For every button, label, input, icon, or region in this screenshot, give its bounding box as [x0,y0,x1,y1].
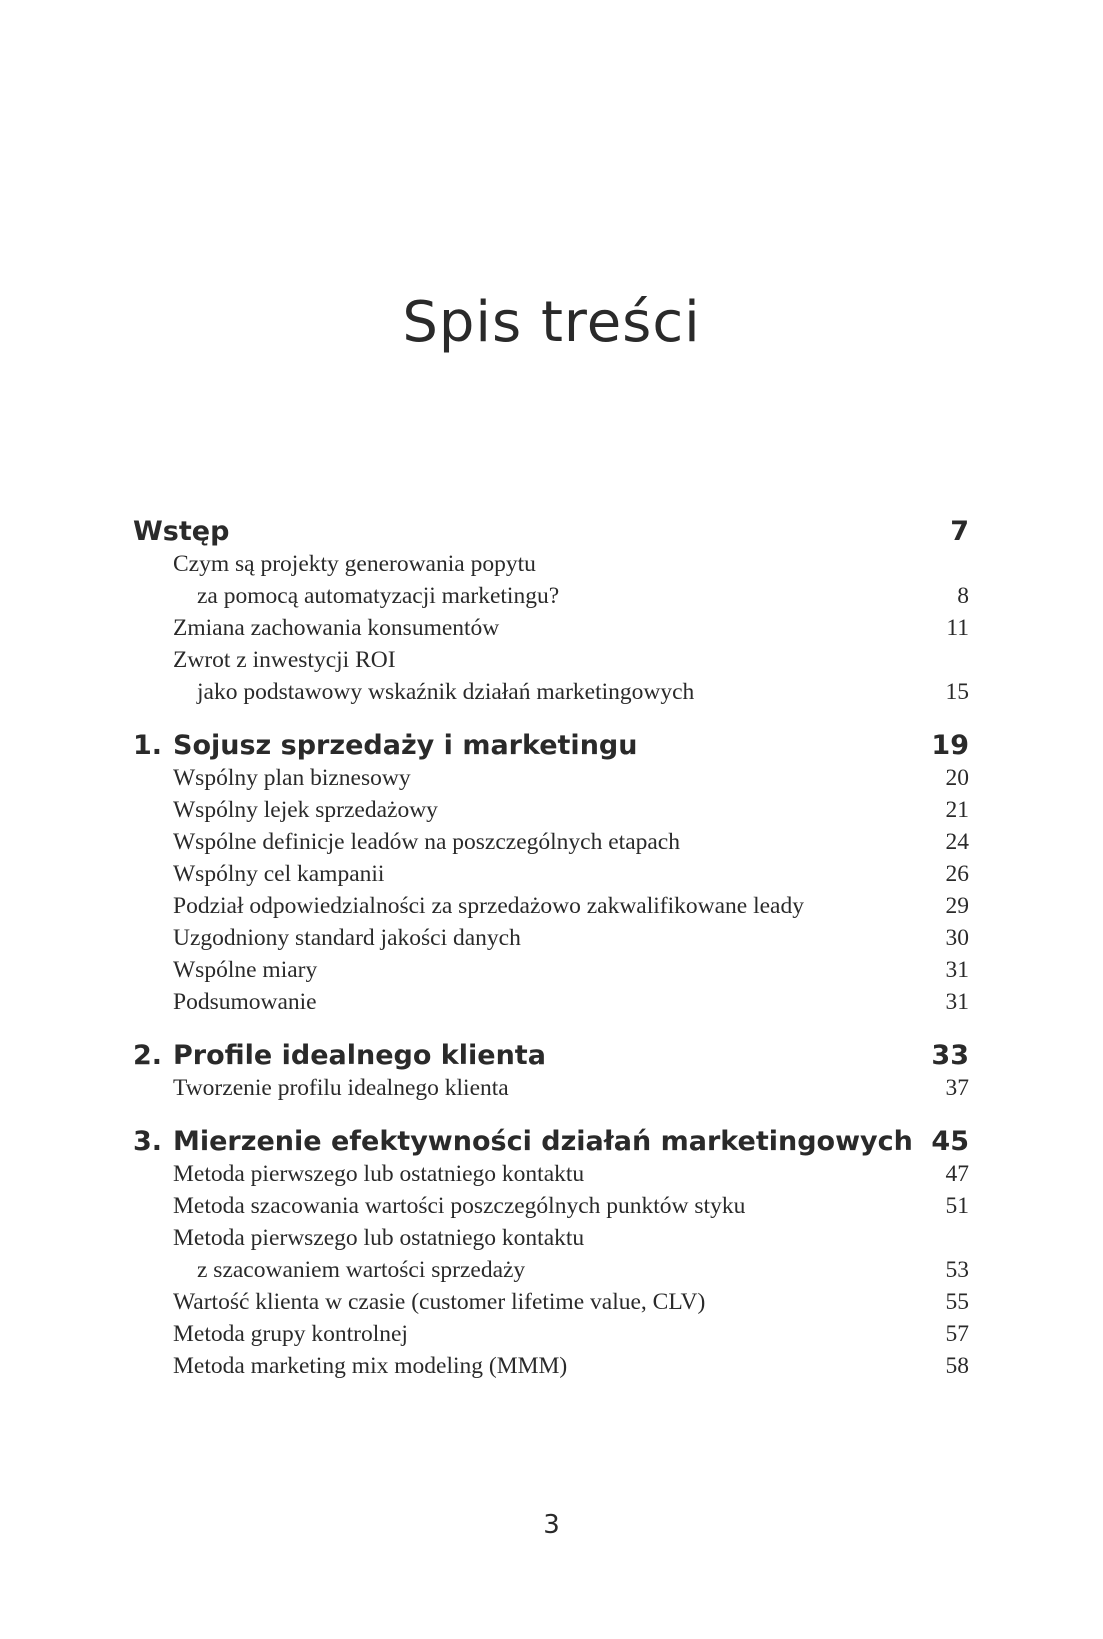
section-page-number: 19 [931,730,969,761]
toc-entry-page-number: 51 [945,1193,969,1219]
toc-entry-line [133,858,969,890]
section-title: Sojusz sprzedaży i marketingu [173,730,638,761]
toc-entry-page-number: 15 [945,679,969,705]
toc-entry-page-number: 53 [945,1257,969,1283]
toc-entry-text: Wartość klienta w czasie (customer lifetime value, CLV) [173,1289,706,1315]
section-title: Mierzenie efektywności działań marketingowych [173,1126,913,1157]
toc-entry-text: Podział odpowiedzialności za sprzedażowo zakwalifikowane leady [173,893,804,919]
section-page-number: 33 [931,1040,969,1071]
toc-entry-text: Metoda grupy kontrolnej [173,1321,408,1347]
toc-entry-line [133,1190,969,1222]
toc-entry-line [133,890,969,922]
section-page-number: 45 [931,1126,969,1157]
section-heading[interactable] [133,1126,969,1158]
section-heading[interactable] [133,730,969,762]
toc-entry-page-number: 8 [957,583,969,609]
toc-entry-page-number: 20 [945,765,969,791]
toc-section [133,1040,969,1104]
toc-entry-page-number: 29 [945,893,969,919]
toc-entry[interactable] [133,858,969,890]
toc-entry-line [133,954,969,986]
toc-entry[interactable] [133,1072,969,1104]
toc-entry-text: Zmiana zachowania konsumentów [173,615,500,641]
toc-entry-text: Czym są projekty generowania popytu [173,551,536,577]
section-page-number: 7 [950,516,969,547]
toc-entry[interactable] [133,826,969,858]
toc-entry-page-number: 11 [946,615,969,641]
toc-entry-text: Metoda szacowania wartości poszczególnych punktów styku [173,1193,746,1219]
toc-entry-page-number: 26 [945,861,969,887]
toc-entry-text: Zwrot z inwestycji ROI [173,647,396,673]
toc-entry[interactable] [133,1222,969,1286]
toc-entry[interactable] [133,612,969,644]
toc-entry-text: jako podstawowy wskaźnik działań marketingowych [197,679,695,705]
toc-entry-page-number: 31 [945,989,969,1015]
toc-entry-line [133,1318,969,1350]
toc-entry-line [133,1254,969,1286]
section-heading[interactable] [133,1040,969,1072]
toc-entry-line [133,676,969,708]
toc-entry[interactable] [133,1286,969,1318]
section-number: 2. [133,1040,163,1071]
section-number: 3. [133,1126,163,1157]
toc-entry-page-number: 55 [945,1289,969,1315]
toc-entry[interactable] [133,1350,969,1382]
toc-entry-text: Metoda pierwszego lub ostatniego kontaktu [173,1161,585,1187]
toc-entry-line [133,986,969,1018]
toc-entry-line [133,1222,969,1254]
toc-entry[interactable] [133,644,969,708]
toc-entry[interactable] [133,890,969,922]
toc-entry-line [133,612,969,644]
toc-section [133,730,969,1018]
toc-entry-line [133,580,969,612]
toc-entry[interactable] [133,954,969,986]
page-title: Spis treści [402,290,701,355]
toc-entry-line [133,1158,969,1190]
toc-entry-text: Wspólny plan biznesowy [173,765,411,791]
toc-entry[interactable] [133,986,969,1018]
toc-entry-text: Uzgodniony standard jakości danych [173,925,521,951]
toc-entry[interactable] [133,1318,969,1350]
toc-entry-page-number: 47 [945,1161,969,1187]
toc-entry-text: Podsumowanie [173,989,317,1015]
toc-section [133,1126,969,1382]
toc-entry-text: Metoda pierwszego lub ostatniego kontaktu [173,1225,585,1251]
toc-entry-text: za pomocą automatyzacji marketingu? [197,583,560,609]
section-heading[interactable] [133,516,969,548]
toc-entry-line [133,794,969,826]
page-number: 3 [543,1510,560,1540]
toc-entry[interactable] [133,548,969,612]
toc-entry-page-number: 57 [945,1321,969,1347]
toc-entry[interactable] [133,922,969,954]
toc-entry-line [133,548,969,580]
toc-entry-line [133,644,969,676]
toc-entry-line [133,1350,969,1382]
toc-entry-text: Wspólny cel kampanii [173,861,385,887]
toc-entry-text: Tworzenie profilu idealnego klienta [173,1075,509,1101]
section-number: 1. [133,730,163,761]
toc-entry[interactable] [133,762,969,794]
toc-entry-page-number: 37 [945,1075,969,1101]
toc-entry-page-number: 31 [945,957,969,983]
toc-entry-line [133,922,969,954]
toc-entry-page-number: 24 [945,829,969,855]
section-title: Wstęp [133,516,230,547]
toc-entry-page-number: 58 [945,1353,969,1379]
toc-entry-line [133,1286,969,1318]
toc-entry-text: z szacowaniem wartości sprzedaży [197,1257,526,1283]
section-title: Profile idealnego klienta [173,1040,546,1071]
toc-entry-line [133,826,969,858]
toc-entry[interactable] [133,1190,969,1222]
toc-entry-text: Wspólny lejek sprzedażowy [173,797,438,823]
toc-entry[interactable] [133,1158,969,1190]
toc-entry-line [133,762,969,794]
toc-entry-text: Wspólne definicje leadów na poszczególnych etapach [173,829,680,855]
toc-entry-page-number: 30 [945,925,969,951]
toc-entry-text: Wspólne miary [173,957,318,983]
toc-entry[interactable] [133,794,969,826]
toc-entry-page-number: 21 [945,797,969,823]
table-of-contents [133,516,969,1404]
toc-entry-text: Metoda marketing mix modeling (MMM) [173,1353,568,1379]
toc-entry-line [133,1072,969,1104]
toc-section [133,516,969,708]
